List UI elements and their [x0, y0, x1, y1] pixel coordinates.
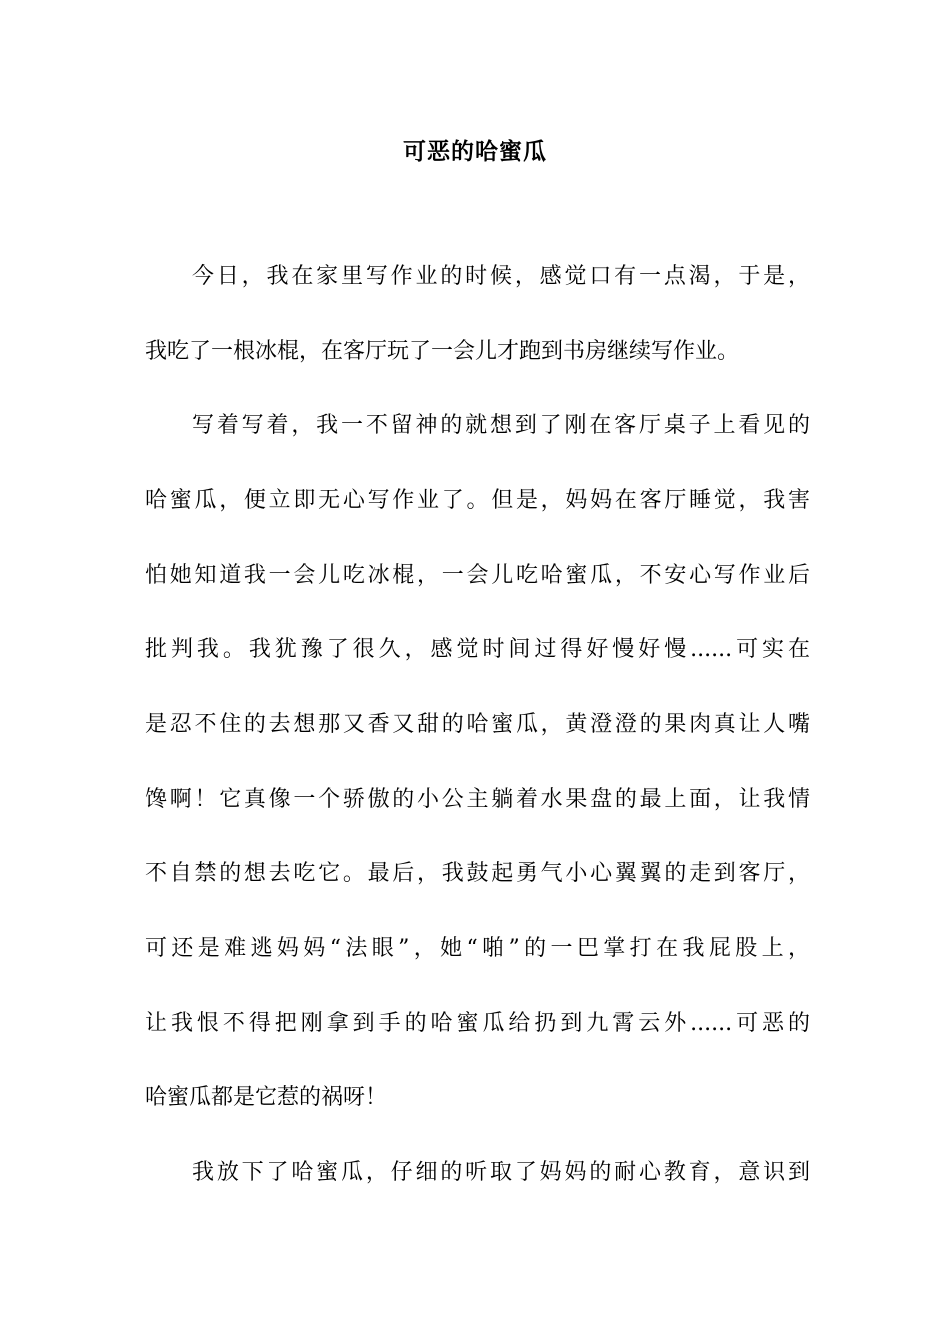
- paragraph-2-line-4: 批判我。我犹豫了很久，感觉时间过得好慢好慢......可实在: [145, 637, 810, 662]
- paragraph-1-line-1: 今日，我在家里写作业的时候，感觉口有一点渴，于是，: [192, 264, 810, 289]
- paragraph-2-line-6: 馋啊！它真像一个骄傲的小公主躺着水果盘的最上面，让我情: [145, 787, 810, 812]
- document-title: 可恶的哈蜜瓜: [403, 138, 547, 165]
- paragraph-2-line-2: 哈蜜瓜，便立即无心写作业了。但是，妈妈在客厅睡觉，我害: [145, 488, 810, 513]
- paragraph-2-line-1: 写着写着，我一不留神的就想到了刚在客厅桌子上看见的: [192, 413, 810, 438]
- paragraph-2-line-7: 不自禁的想去吃它。最后，我鼓起勇气小心翼翼的走到客厅，: [145, 861, 810, 886]
- paragraph-2-line-3: 怕她知道我一会儿吃冰棍，一会儿吃哈蜜瓜，不安心写作业后: [145, 563, 810, 588]
- paragraph-2-line-10: 哈蜜瓜都是它惹的祸呀！: [145, 1085, 388, 1110]
- paragraph-3-line-1: 我放下了哈蜜瓜，仔细的听取了妈妈的耐心教育，意识到: [192, 1160, 810, 1185]
- paragraph-2-line-8: 可还是难逃妈妈“法眼”，她“啪”的一巴掌打在我屁股上，: [145, 936, 810, 961]
- paragraph-2-line-5: 是忍不住的去想那又香又甜的哈蜜瓜，黄澄澄的果肉真让人嘴: [145, 712, 810, 737]
- paragraph-2-line-9: 让我恨不得把刚拿到手的哈蜜瓜给扔到九霄云外......可恶的: [145, 1011, 810, 1036]
- paragraph-1-line-2: 我吃了一根冰棍，在客厅玩了一会儿才跑到书房继续写作业。: [145, 339, 740, 364]
